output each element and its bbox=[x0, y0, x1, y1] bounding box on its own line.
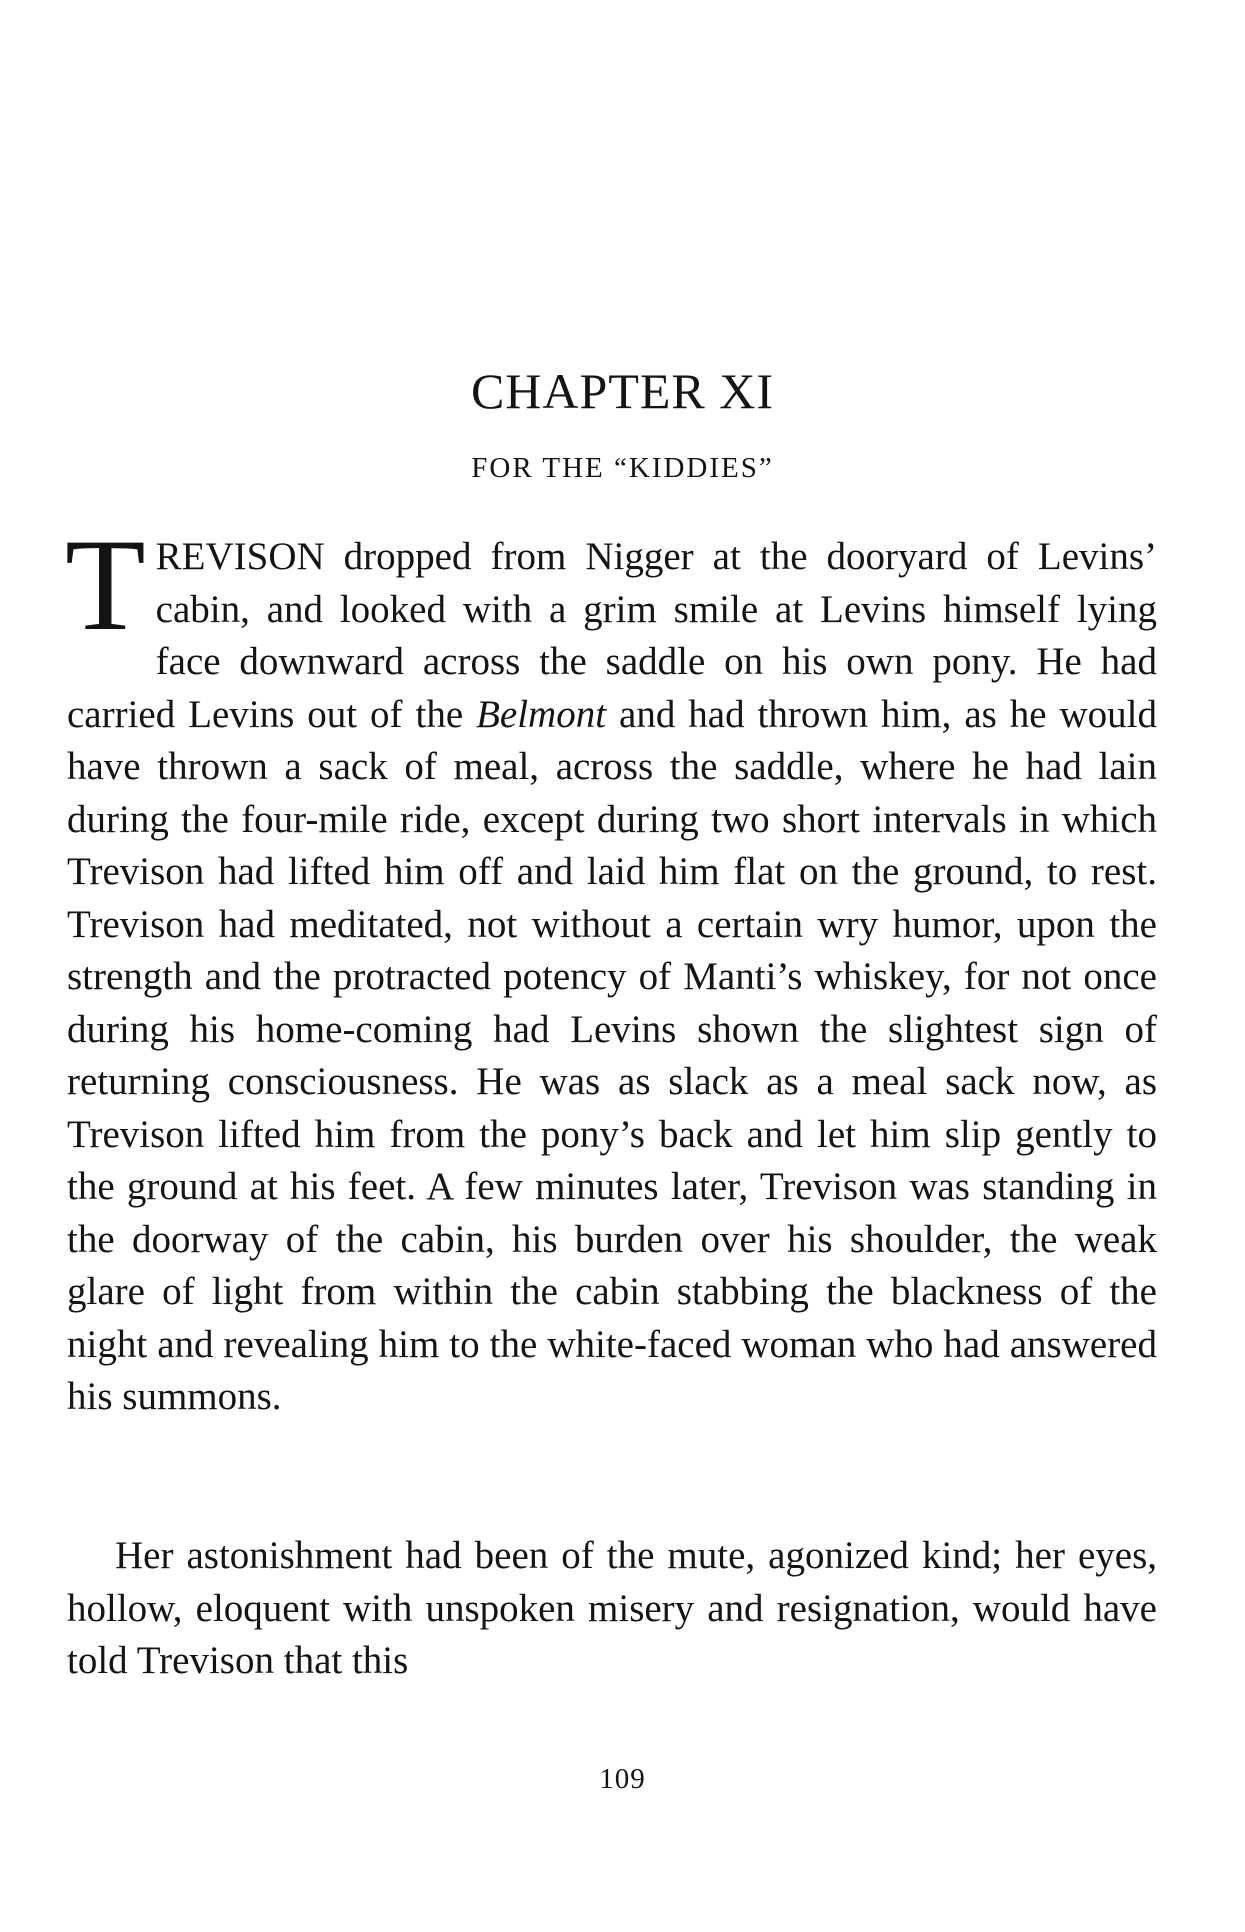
paragraph-2 bbox=[67, 1530, 1157, 1688]
paragraph-1 bbox=[65, 511, 1158, 1424]
paragraph-1-text-start: REVISON dropped from Nigger at the dooryard of Levins’ cabin, and looked with a grim smile at Levins himself lying face downward across the saddle on his own pony. He had carried Levins out of the bbox=[67, 535, 1157, 736]
chapter-heading: CHAPTER XI bbox=[470, 363, 775, 419]
chapter-title: FOR THE “KIDDIES” bbox=[471, 452, 774, 484]
page-number: 109 bbox=[599, 1763, 646, 1795]
paragraph-1-text-end: and had thrown him, as he would have thrown a sack of meal, across the saddle, where he had lain during the four-mile ride, except during two short intervals in which Trevison had lifted him off and laid him flat on the ground, to rest. Trevison had meditated, not without a certain wry humor, upon the strength and the protracted potency of Manti’s whiskey, for not once during his home-coming had Levins shown the slightest sign of returning consciousness. He was as slack as a meal sack now, as Trevison lifted him from the pony’s back and let him slip gently to the ground at his feet. A few minutes later, Trevison was standing in the doorway of the cabin, his burden over his shoulder, the weak glare of light from within the cabin stabbing the blackness of the night and revealing him to the white-faced woman who had answered his summons. bbox=[67, 692, 1158, 1418]
ship-name-italic: Belmont bbox=[476, 692, 607, 736]
drop-cap: T bbox=[65, 511, 146, 658]
paragraph-2-text: Her astonishment had been of the mute, agonized kind; her eyes, hollow, eloquent with unspoken misery and resignation, would have told Trevison that this bbox=[67, 1534, 1157, 1682]
